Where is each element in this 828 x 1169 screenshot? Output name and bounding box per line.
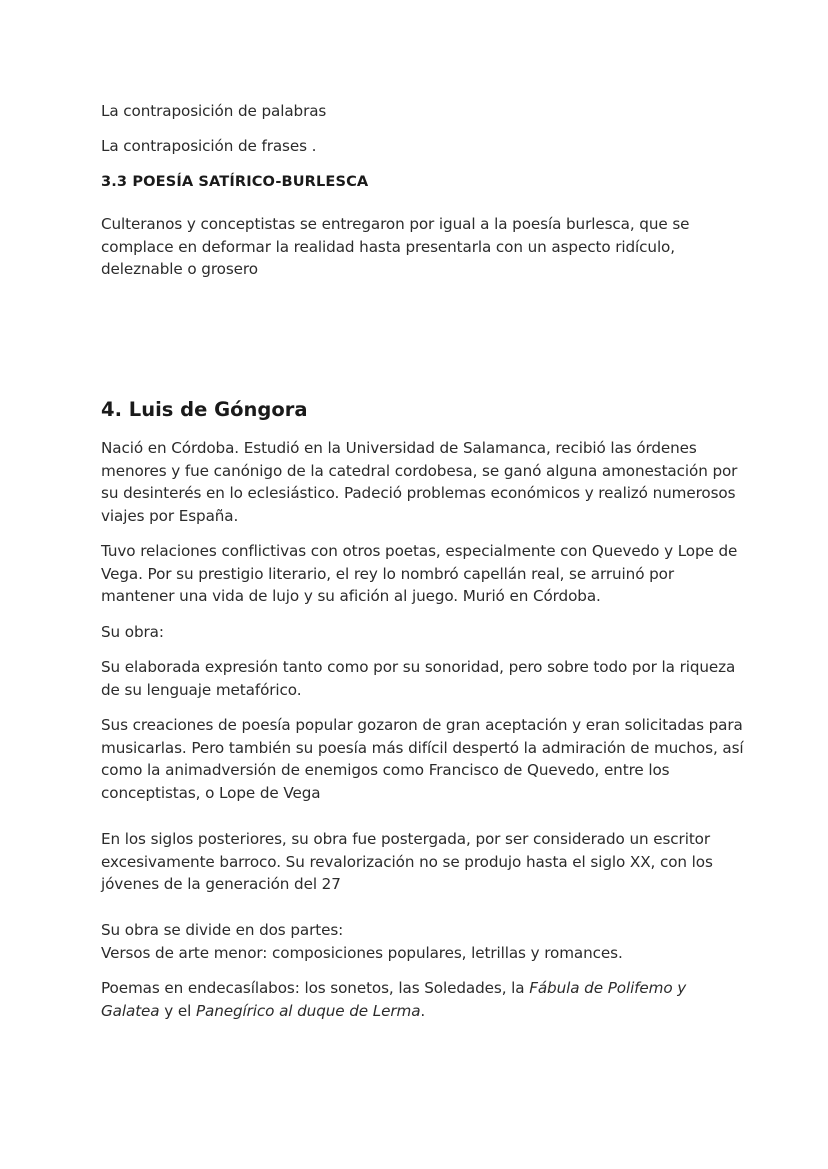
paragraph-line: su desinterés en lo eclesiástico. Padeció problemas económicos y realizó numerosos — [101, 484, 736, 502]
paragraph-line: Su obra se divide en dos partes: — [101, 921, 344, 939]
paragraph-line: complace en deformar la realidad hasta presentarla con un aspecto ridículo, — [101, 237, 675, 256]
paragraph — [101, 656, 741, 701]
text-line: La contraposición de frases . — [101, 137, 317, 155]
paragraph-line: Tuvo relaciones conflictivas con otros poetas, especialmente con Quevedo y Lope de — [101, 542, 738, 560]
page-title: 4. Luis de Góngora — [101, 398, 308, 421]
paragraph-line: Vega. Por su prestigio literario, el rey lo nombró capellán real, se arruinó por — [101, 564, 675, 583]
paragraph-line — [101, 977, 741, 1000]
paragraph — [101, 540, 741, 608]
paragraph-line: como la animadversión de enemigos como Francisco de Quevedo, entre los — [101, 761, 670, 779]
paragraph-line: Culteranos y conceptistas se entregaron por igual a la poesía burlesca, que se — [101, 215, 690, 233]
paragraph-line: Su elaborada expresión tanto como por su sonoridad, pero sobre todo por la riqueza — [101, 658, 736, 676]
italic-title: Panegírico al duque de Lerma — [195, 1001, 421, 1020]
paragraph — [101, 714, 744, 804]
paragraph — [101, 919, 741, 964]
paragraph — [101, 977, 741, 1022]
text-run: y el — [159, 1001, 196, 1020]
paragraph-line: conceptistas, o Lope de Vega — [101, 783, 321, 802]
paragraph-line: Versos de arte menor: composiciones populares, letrillas y romances. — [101, 943, 623, 962]
text-line: Su obra: — [101, 623, 164, 641]
paragraph-line: Nació en Córdoba. Estudió en la Universidad de Salamanca, recibió las órdenes — [101, 439, 697, 457]
paragraph-line: jóvenes de la generación del 27 — [101, 875, 341, 893]
italic-title: Fábula de Polifemo y — [529, 979, 687, 997]
paragraph-line: menores y fue canónigo de la catedral cordobesa, se ganó alguna amonestación por — [101, 461, 738, 480]
paragraph-line — [101, 1000, 741, 1023]
paragraph — [101, 828, 741, 896]
paragraph-line: Sus creaciones de poesía popular gozaron de gran aceptación y eran solicitadas para — [101, 716, 743, 734]
text-run: Poemas en endecasílabos: los sonetos, las Soledades, la — [101, 979, 530, 997]
paragraph-line: mantener una vida de lujo y su afición al juego. Murió en Córdoba. — [101, 587, 601, 605]
paragraph-line: de su lenguaje metafórico. — [101, 680, 302, 699]
paragraph-line: En los siglos posteriores, su obra fue postergada, por ser considerado un escritor — [101, 830, 711, 848]
paragraph-line: musicarlas. Pero también su poesía más difícil despertó la admiración de muchos, así — [101, 738, 744, 757]
paragraph-line: excesivamente barroco. Su revalorización no se produjo hasta el siglo XX, con los — [101, 852, 713, 871]
section-heading: 3.3 POESÍA SATÍRICO-BURLESCA — [101, 173, 369, 190]
text-line: La contraposición de palabras — [101, 102, 327, 120]
paragraph-line: viajes por España. — [101, 506, 239, 525]
paragraph — [101, 437, 741, 527]
paragraph — [101, 213, 741, 281]
italic-title: Galatea — [101, 1001, 160, 1020]
paragraph-line: deleznable o grosero — [101, 260, 258, 278]
text-run: . — [420, 1001, 426, 1020]
